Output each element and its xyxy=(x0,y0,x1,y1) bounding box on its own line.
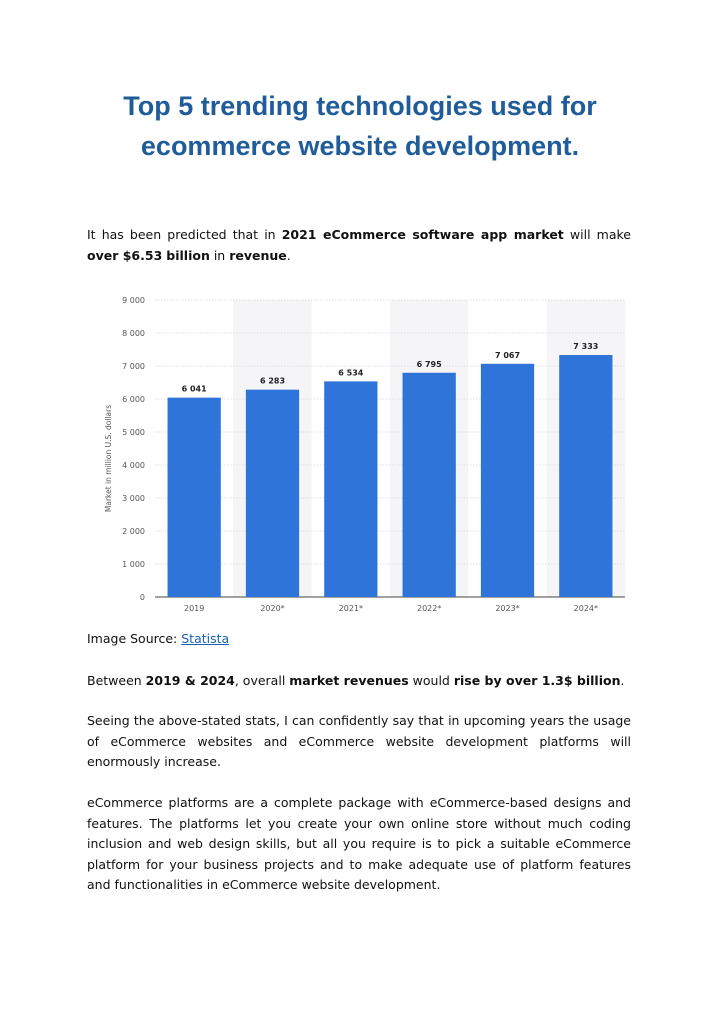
revenue-bar-chart xyxy=(100,290,635,620)
bar-2023 xyxy=(481,364,534,597)
y-tick-label: 7 000 xyxy=(122,362,145,371)
page-title xyxy=(60,86,660,166)
title-line-2: ecommerce website development. xyxy=(140,131,580,161)
x-tick-label: 2020* xyxy=(260,604,285,613)
image-source-label: Image Source: xyxy=(87,631,182,646)
bar-value-label: 6 283 xyxy=(259,376,286,386)
x-tick-label: 2022* xyxy=(416,604,442,613)
title-line-1: Top 5 trending technologies used for xyxy=(123,91,597,121)
intro-paragraph xyxy=(87,225,631,266)
between-bold-rise: rise by over 1.3$ billion xyxy=(453,673,621,688)
between-text: . xyxy=(620,673,625,688)
y-tick-label: 0 xyxy=(139,593,145,602)
intro-text: in xyxy=(209,247,230,263)
stats-paragraph: Seeing the above-stated stats, I can confidently say that in upcoming years the usage of eCommerce websites and eCommerce website development platforms will enormously increase. xyxy=(87,713,631,769)
intro-bold-market: 2021 eCommerce software app market xyxy=(281,227,564,242)
bar-2020 xyxy=(246,390,299,597)
between-paragraph xyxy=(87,671,631,692)
intro-text: It has been predicted that in xyxy=(87,227,282,242)
bar-2024 xyxy=(559,355,612,597)
bar-value-label: 7 333 xyxy=(573,342,599,352)
bar-2021 xyxy=(324,381,377,597)
y-tick-label: 8 000 xyxy=(122,329,145,338)
between-text: , overall xyxy=(234,673,290,688)
bar-value-label: 6 795 xyxy=(416,359,442,369)
y-tick-label: 5 000 xyxy=(122,428,145,437)
between-text: would xyxy=(408,673,454,688)
intro-bold-billion: billion xyxy=(166,247,210,263)
intro-text: . xyxy=(286,247,291,263)
statista-link[interactable]: Statista xyxy=(181,631,230,646)
platforms-paragraph: eCommerce platforms are a complete package with eCommerce-based designs and features. The platforms let you create your own online store without much coding inclusion and web design skills, but all you require is to pick a suitable eCommerce platform for your business projects and to make adequate use of platform features and functionalities in eCommerce website development. xyxy=(87,795,631,892)
intro-bold-revenue: revenue xyxy=(229,247,287,263)
y-axis-ticks xyxy=(122,296,145,602)
between-bold-years: 2019 & 2024 xyxy=(145,673,235,688)
bar-2019 xyxy=(168,398,221,597)
image-source-line xyxy=(87,629,631,650)
intro-text: will make xyxy=(563,227,631,242)
x-tick-label: 2024* xyxy=(573,604,599,613)
bar-2022 xyxy=(403,373,456,597)
between-text: Between xyxy=(87,673,146,688)
between-bold-revenues: market revenues xyxy=(289,673,409,688)
y-tick-label: 1 000 xyxy=(122,560,145,569)
intro-bold-amount: over $6.53 xyxy=(87,247,163,263)
y-tick-label: 9 000 xyxy=(122,296,145,305)
x-tick-label: 2023* xyxy=(495,604,520,613)
y-tick-label: 6 000 xyxy=(122,395,145,404)
y-tick-label: 3 000 xyxy=(122,494,145,503)
bar-value-label: 7 067 xyxy=(494,350,521,360)
y-tick-label: 2 000 xyxy=(122,527,145,536)
x-axis-ticks xyxy=(184,604,598,613)
y-tick-label: 4 000 xyxy=(122,461,145,470)
y-axis-label: Market in million U.S. dollars xyxy=(104,404,113,513)
bar-value-label: 6 041 xyxy=(181,384,207,394)
x-tick-label: 2019 xyxy=(183,604,205,613)
bar-value-label: 6 534 xyxy=(338,368,364,378)
x-tick-label: 2021* xyxy=(338,604,364,613)
